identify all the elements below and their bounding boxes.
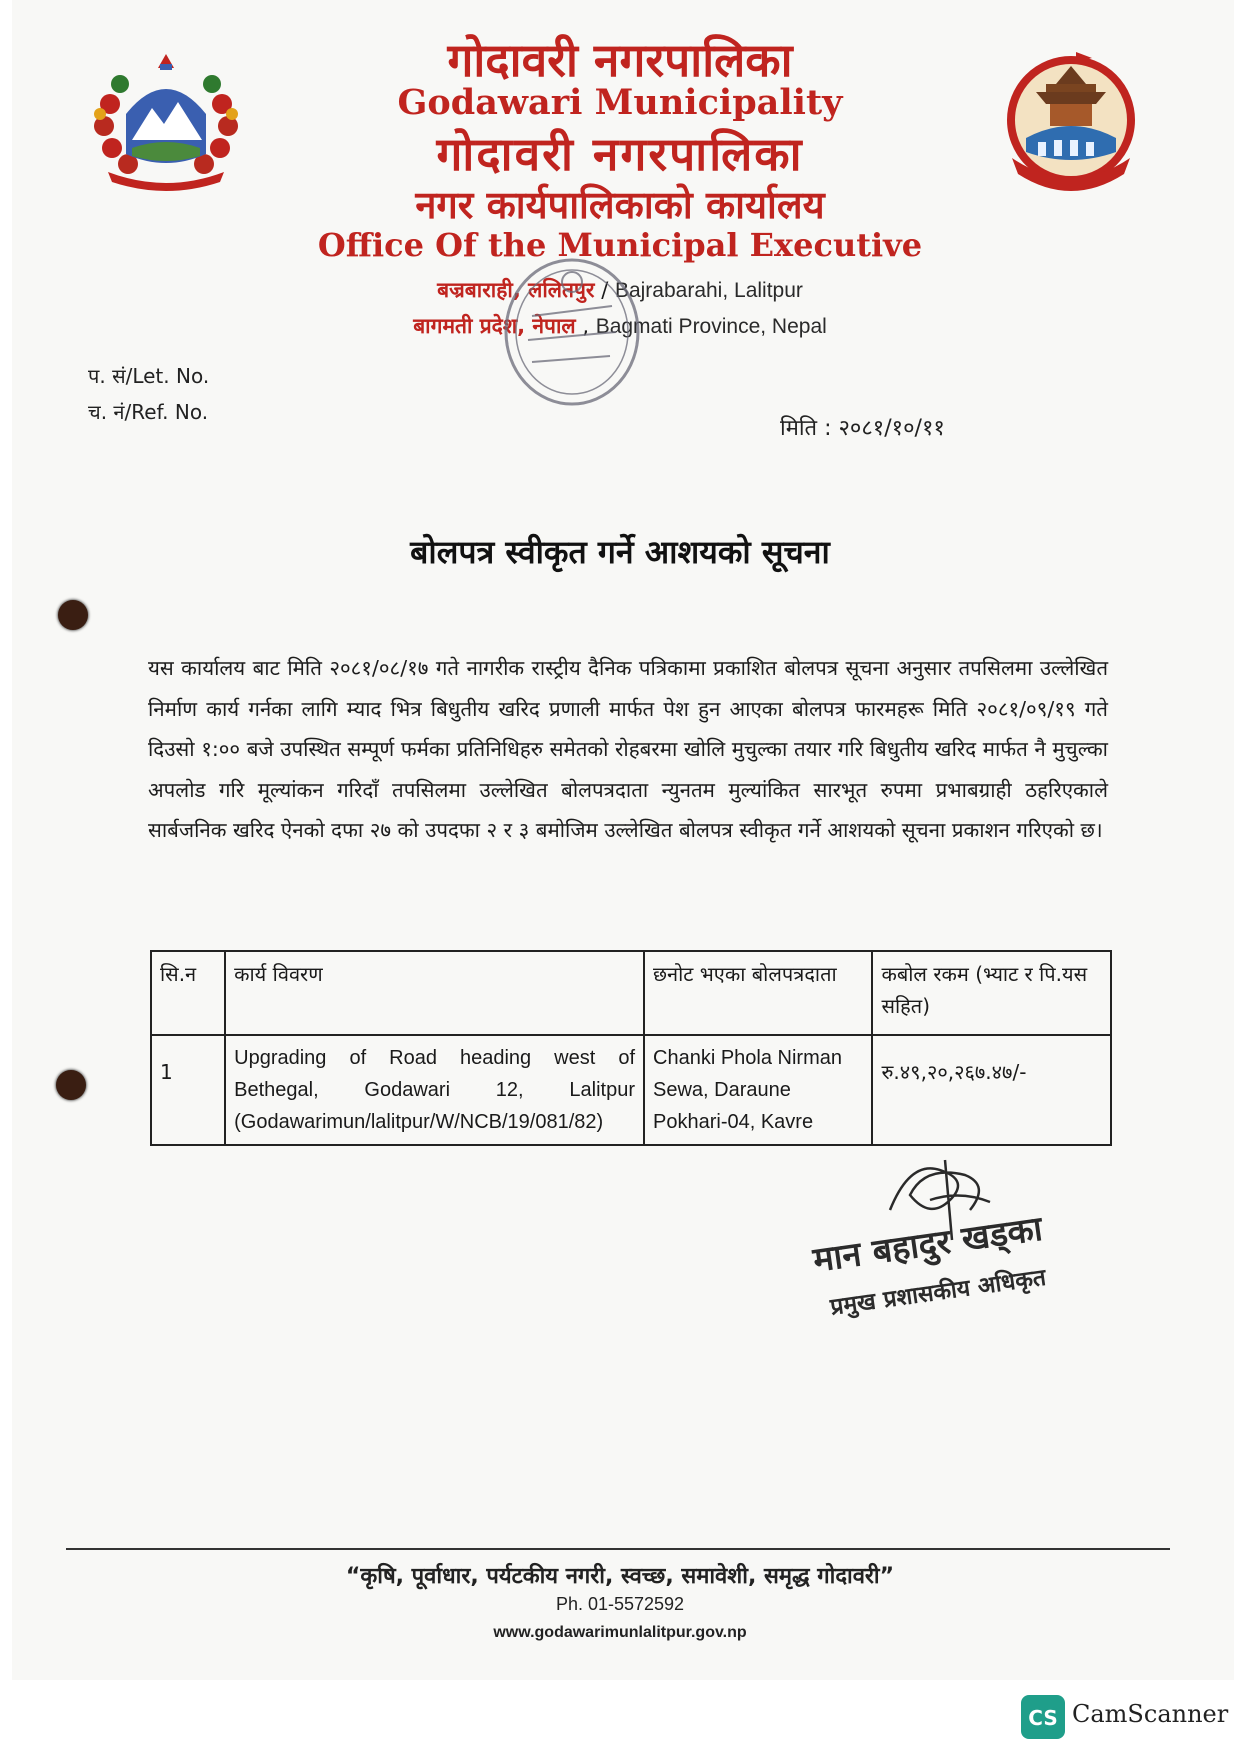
footer-motto: “कृषि, पूर्वाधार, पर्यटकीय नगरी, स्वच्छ, समावेशी, समृद्ध गोदावरी”	[345, 1564, 895, 1589]
header-work-description: कार्य विवरण	[225, 951, 644, 1035]
camscanner-logo-text: CS	[1028, 1706, 1058, 1730]
punch-hole-top	[58, 600, 88, 630]
notice-body: यस कार्यालय बाट मिति २०८१/०८/१७ गते नागरीक रास्ट्रीय दैनिक पत्रिकामा प्रकाशित बोलपत्र सूचना अनुसार तपसिलमा उल्लेखित निर्माण कार्य गर्नका लागि म्याद भित्र बिधुतीय खरिद प्रणाली मार्फत पेश हुन आएका बोलपत्र फारमहरू मिति २०८१/०९/१९ गते दिउसो १:०० बजे उपस्थित सम्पूर्ण फर्मका प्रतिनिधिहरु समेतको रोहबरमा खोलि मुचुल्का तयार गरि बिधुतीय खरिद मार्फत नै मुचुल्का अपलोड गरि मूल्यांकन गरिदाँ तपसिलमा उल्लेखित बोलपत्रदाता न्युनतम मुल्यांकित सारभूत रुपमा प्रभाबग्राही ठहरिएकाले सार्बजनिक खरिद ऐनको दफा २७ को उपदफा २ र ३ बमोजिम उल्लेखित बोलपत्र स्वीकृत गर्ने आशयको सूचना प्रकाशन गरिएको छ।	[148, 656, 1108, 842]
row-selected-bidder: Chanki Phola Nirman Sewa, Daraune Pokhari-04, Kavre	[644, 1035, 872, 1145]
table-row	[151, 1035, 1111, 1145]
office-name-nepali: नगर कार्यपालिकाको कार्यालय	[415, 182, 825, 227]
awarded-bid-table	[150, 950, 1112, 1146]
municipality-name-newari: गोदावरी नगरपालिका	[436, 127, 804, 181]
municipality-name-english: Godawari Municipality	[397, 82, 843, 123]
camscanner-label: CamScanner	[1072, 1700, 1229, 1728]
municipality-name-nepali: गोदावरी नगरपालिका	[447, 33, 793, 87]
letter-number-label: प. सं/Let. No.	[88, 364, 210, 388]
row-work-description: Upgrading of Road heading west of Bethegal, Godawari 12, Lalitpur (Godawarimun/lalitpur/W/NCB/19/081/82)	[225, 1035, 644, 1145]
office-name-english: Office Of the Municipal Executive	[317, 226, 923, 264]
footer-website: www.godawarimunlalitpur.gov.np	[493, 1624, 747, 1641]
header-serial: सि.न	[151, 951, 225, 1035]
table-header-row	[151, 951, 1111, 1035]
notice-date: मिति : २०८१/१०/११	[780, 416, 945, 441]
address-english: Bajrabarahi, Lalitpur	[614, 279, 803, 302]
header-bid-amount: कबोल रकम (भ्याट र पि.यस सहित)	[872, 951, 1111, 1035]
signatory-title: प्रमुख प्रशासकीय अधिकृत	[828, 1264, 1048, 1321]
municipality-logo	[996, 48, 1146, 194]
punch-hole-bottom	[56, 1070, 86, 1100]
province-nepali: बागमती प्रदेश, नेपाल	[413, 314, 576, 338]
reference-number-label: च. नं/Ref. No.	[88, 400, 209, 424]
nepal-emblem-logo	[86, 44, 246, 194]
footer-divider	[66, 1548, 1170, 1550]
province-line: बागमती प्रदेश, नेपाल , Bagmati Province, Nepal	[413, 314, 827, 338]
address-nepali: बज्रबाराही, ललितपुर	[437, 278, 595, 302]
row-bid-amount: रु.४९,२०,२६७.४७/-	[872, 1035, 1111, 1145]
camscanner-logo-icon	[1020, 1694, 1066, 1740]
row-serial: 1	[151, 1035, 225, 1145]
address-line: बज्रबाराही, ललितपुर / Bajrabarahi, Lalitpur	[437, 278, 803, 302]
notice-title: बोलपत्र स्वीकृत गर्ने आशयको सूचना	[410, 533, 830, 571]
footer-phone: Ph. 01-5572592	[555, 1594, 685, 1614]
official-stamp-seal	[492, 246, 652, 416]
province-english: Bagmati Province, Nepal	[595, 315, 827, 338]
header-selected-bidder: छनोट भएका बोलपत्रदाता	[644, 951, 872, 1035]
signatory-name: मान बहादुर खड्का	[810, 1208, 1045, 1281]
